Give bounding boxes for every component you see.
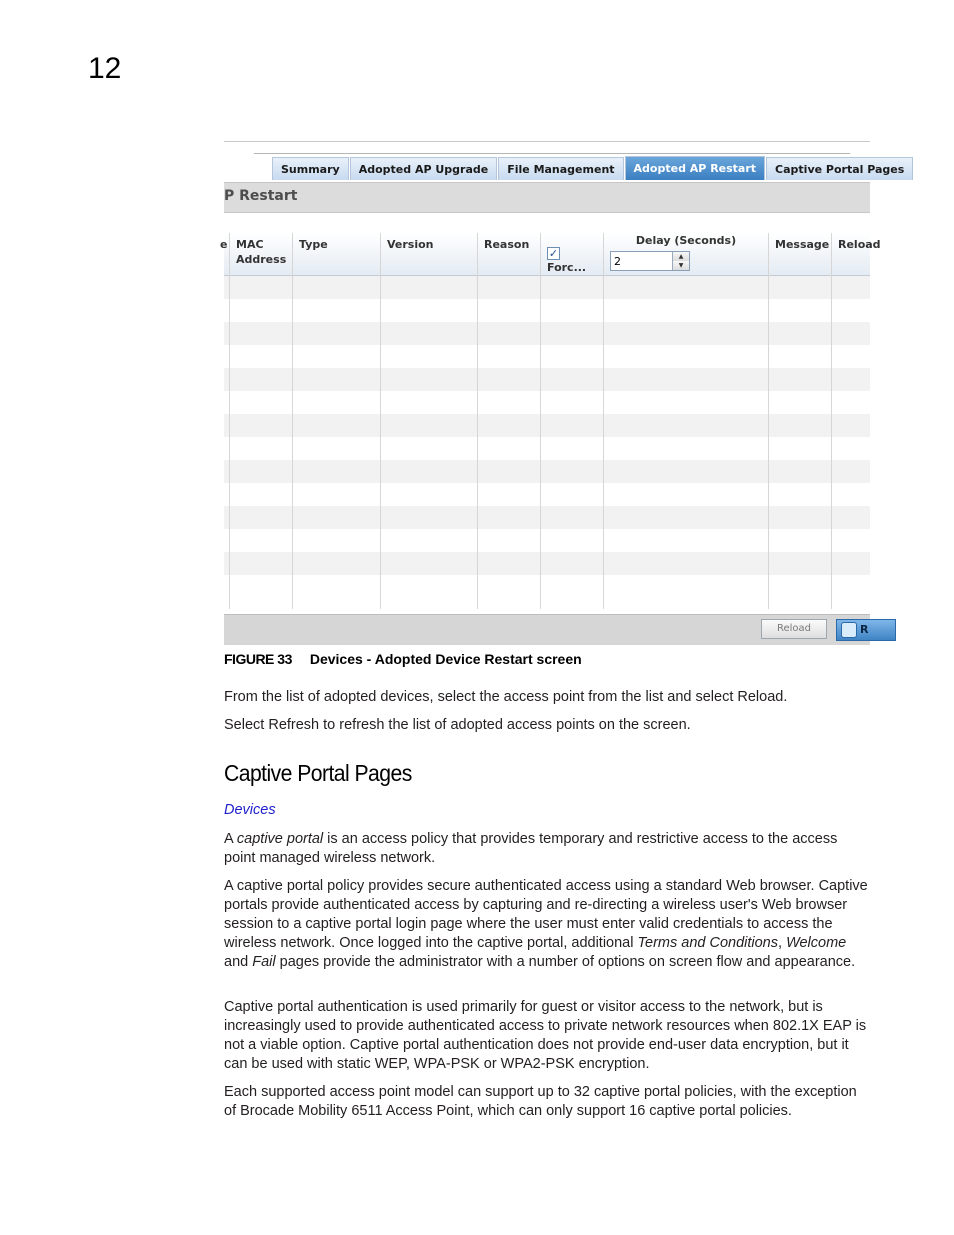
delay-spinner[interactable] xyxy=(610,251,690,271)
col-header-reload[interactable]: Reload xyxy=(831,233,891,275)
tab-bar xyxy=(254,153,905,180)
tab-summary[interactable]: Summary xyxy=(272,157,349,180)
term-terms: Terms and Conditions xyxy=(637,935,778,951)
force-checkbox[interactable]: ✓ xyxy=(548,246,559,260)
figure-caption xyxy=(224,651,582,667)
ui-term-refresh: Refresh xyxy=(268,717,320,733)
text: and xyxy=(224,954,253,970)
table-row xyxy=(224,437,870,460)
term-welcome: Welcome xyxy=(786,935,847,951)
column-divider xyxy=(603,233,604,609)
breadcrumb-link[interactable]: Devices xyxy=(224,802,276,818)
table-row xyxy=(224,414,870,437)
col-header-force[interactable] xyxy=(540,233,603,275)
table-row xyxy=(224,552,870,575)
text: . xyxy=(783,689,788,705)
paragraph-select-reload xyxy=(224,688,870,707)
col-header-truncated[interactable]: e xyxy=(220,238,228,251)
tab-adopted-ap-upgrade[interactable]: Adopted AP Upgrade xyxy=(350,157,498,180)
table-row xyxy=(224,276,870,299)
col-header-reason[interactable]: Reason xyxy=(477,233,540,275)
refresh-button[interactable] xyxy=(836,619,896,641)
column-divider xyxy=(380,233,381,609)
grid-body xyxy=(224,276,870,609)
column-divider xyxy=(477,233,478,609)
term-captive-portal: captive portal xyxy=(236,831,324,847)
grid-header xyxy=(220,233,881,276)
table-row xyxy=(224,322,870,345)
table-row xyxy=(224,391,870,414)
col-header-delay xyxy=(603,233,768,275)
refresh-label: R xyxy=(860,623,869,636)
paragraph-select-refresh xyxy=(224,716,870,735)
col-header-type[interactable]: Type xyxy=(292,233,380,275)
text: From the list of adopted devices, select the access point from the list and select xyxy=(224,689,738,705)
text: pages provide the administrator with a number of options on screen flow and appearance. xyxy=(275,954,856,970)
column-divider xyxy=(229,233,230,609)
ui-term-reload: Reload xyxy=(737,689,784,705)
text: to refresh the list of adopted access points on the screen. xyxy=(319,717,691,733)
col-header-version[interactable]: Version xyxy=(380,233,477,275)
text: , xyxy=(778,935,787,951)
panel-title: P Restart xyxy=(224,188,298,204)
devices-grid xyxy=(220,233,881,609)
tab-adopted-ap-restart[interactable]: Adopted AP Restart xyxy=(625,156,766,180)
tab-file-management[interactable]: File Management xyxy=(498,157,623,180)
reload-button[interactable]: Reload xyxy=(761,619,827,639)
delay-label: Delay (Seconds) xyxy=(635,234,737,247)
table-row xyxy=(224,483,870,506)
column-divider xyxy=(831,233,832,609)
col-header-message[interactable]: Message xyxy=(768,233,831,275)
text: A xyxy=(224,831,237,847)
table-row xyxy=(224,529,870,552)
panel-title-bar xyxy=(224,182,870,213)
text: Select xyxy=(224,717,269,733)
column-divider xyxy=(540,233,541,609)
column-divider xyxy=(292,233,293,609)
refresh-icon xyxy=(841,622,857,638)
figure-screenshot xyxy=(220,141,905,644)
grid-footer xyxy=(224,614,870,645)
paragraph-captive-limits: Each supported access point model can support up to 32 captive portal policies, with the exception of Brocade Mobility 6511 Access Point, which can only support 16 captive portal policies. xyxy=(224,1084,857,1119)
table-row xyxy=(224,506,870,529)
table-row xyxy=(224,299,870,322)
text: A captive portal policy provides secure authenticated access using a standard Web browser. Captive portals provide authenticated access by capturing and re-directing a wireless user's Web browser session to a captive portal login page where the user must enter valid credentials to access the wireless network. Once logged into the captive portal, additional xyxy=(224,878,868,951)
table-row xyxy=(224,368,870,391)
text: is an access policy that provides temporary and restrictive access to the access point managed wireless network. xyxy=(224,831,838,866)
paragraph-captive-auth: Captive portal authentication is used primarily for guest or visitor access to the network, but is increasingly used to provide authenticated access to private network resources when 802.1X EAP is not a viable option. Captive portal authentication does not provide end-user data encryption, but it can be used with static WEP, WPA-PSK or WPA2-PSK encryption. xyxy=(224,999,867,1072)
delay-input[interactable] xyxy=(612,253,674,269)
tab-captive-portal-pages[interactable]: Captive Portal Pages xyxy=(766,157,913,180)
spinner-down-icon[interactable]: ▼ xyxy=(672,261,689,270)
figure-label: FIGURE 33 xyxy=(224,651,292,667)
paragraph-captive-policy xyxy=(224,877,870,972)
section-heading: Captive Portal Pages xyxy=(224,760,412,786)
table-row xyxy=(224,575,870,598)
paragraph-captive-intro xyxy=(224,830,870,868)
column-divider xyxy=(768,233,769,609)
table-row xyxy=(224,345,870,368)
term-fail: Fail xyxy=(252,954,276,970)
table-row xyxy=(224,460,870,483)
chapter-number: 12 xyxy=(88,52,122,85)
force-label: Forc... xyxy=(547,261,587,274)
figure-caption-text: Devices - Adopted Device Restart screen xyxy=(309,651,582,667)
col-header-mac[interactable]: MAC Address xyxy=(229,233,292,275)
spinner-up-icon[interactable]: ▲ xyxy=(672,252,689,262)
